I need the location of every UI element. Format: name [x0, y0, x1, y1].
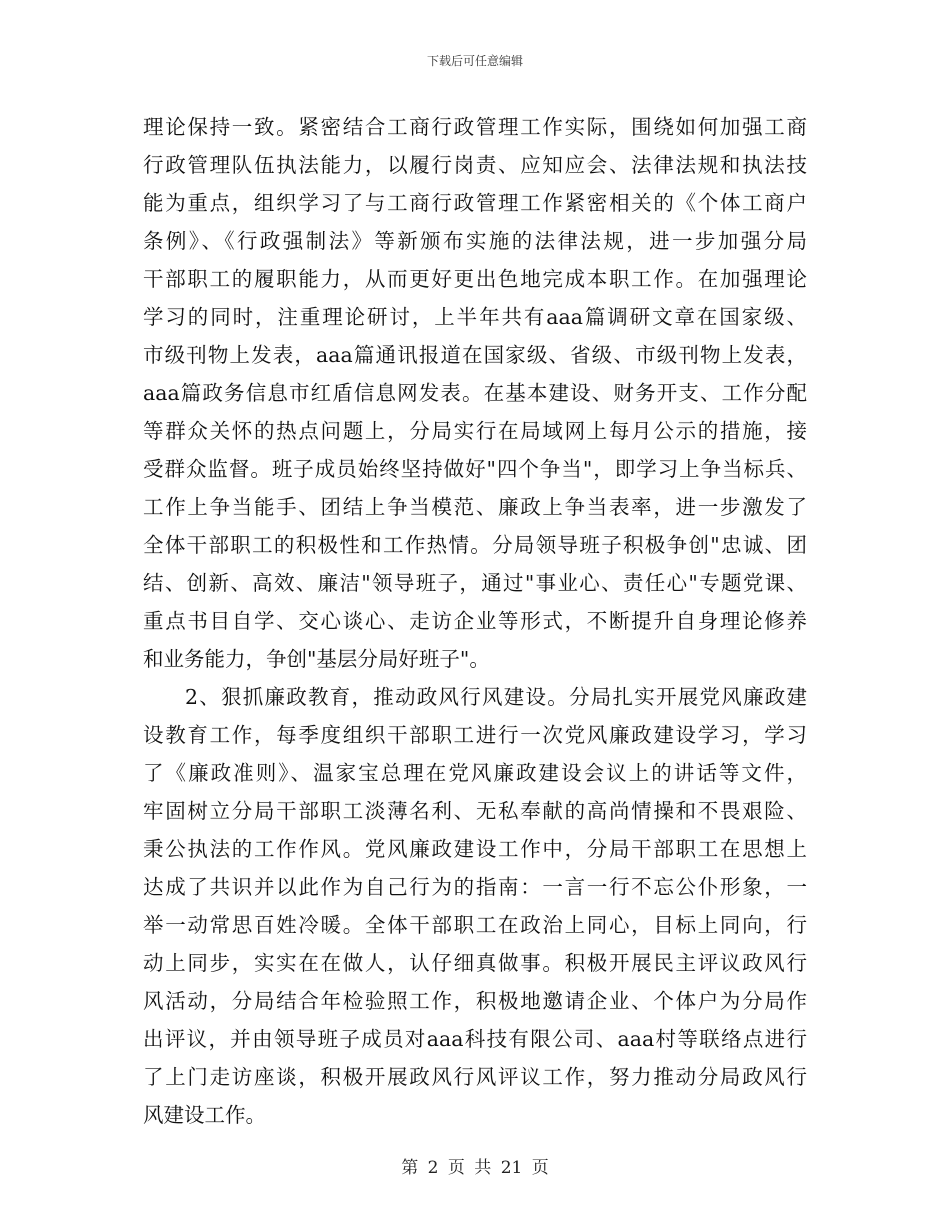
- text-line: 2、狠抓廉政教育，推动政风行风建设。分局扎实开展党风廉政建: [185, 685, 807, 709]
- text-line: 出评议，并由领导班子成员对aaa科技有限公司、aaa村等联络点进行: [143, 1027, 807, 1051]
- text-line: 风建设工作。: [143, 1103, 266, 1127]
- text-line: 风活动，分局结合年检验照工作，积极地邀请企业、个体户为分局作: [143, 989, 807, 1013]
- text-line: 举一动常思百姓冷暖。全体干部职工在政治上同心，目标上同向，行: [143, 913, 807, 937]
- text-line: 动上同步，实实在在做人，认仔细真做事。积极开展民主评议政风行: [143, 951, 807, 975]
- text-line: 了上门走访座谈，积极开展政风行风评议工作，努力推动分局政风行: [143, 1065, 807, 1089]
- text-line: 了《廉政准则》、温家宝总理在党风廉政建设会议上的讲话等文件，: [143, 761, 807, 785]
- text-line: 和业务能力，争创"基层分局好班子"。: [143, 647, 490, 671]
- text-line: 全体干部职工的积极性和工作热情。分局领导班子积极争创"忠诚、团: [143, 533, 807, 557]
- text-line: 结、创新、高效、廉洁"领导班子，通过"事业心、责任心"专题党课、: [143, 571, 807, 595]
- header-note: 下载后可任意编辑: [426, 54, 523, 68]
- text-line: 行政管理队伍执法能力，以履行岗责、应知应会、法律法规和执法技: [143, 153, 807, 177]
- text-line: 秉公执法的工作作风。党风廉政建设工作中，分局干部职工在思想上: [143, 837, 807, 861]
- text-line: 达成了共识并以此作为自己行为的指南：一言一行不忘公仆形象，一: [143, 875, 807, 899]
- text-line: 条例》、《行政强制法》等新颁布实施的法律法规，进一步加强分局: [143, 229, 807, 253]
- text-line: 理论保持一致。紧密结合工商行政管理工作实际，围绕如何加强工商: [143, 115, 807, 139]
- page-number-footer: 第 2 页 共 21 页: [401, 1158, 549, 1178]
- text-line: 设教育工作，每季度组织干部职工进行一次党风廉政建设学习，学习: [143, 723, 807, 747]
- text-line: 市级刊物上发表，aaa篇通讯报道在国家级、省级、市级刊物上发表，: [143, 343, 807, 367]
- text-line: 等群众关怀的热点问题上，分局实行在局域网上每月公示的措施，接: [143, 419, 807, 443]
- document-body: [143, 108, 807, 1134]
- text-line: 学习的同时，注重理论研讨，上半年共有aaa篇调研文章在国家级、: [143, 305, 807, 329]
- text-line: 干部职工的履职能力，从而更好更出色地完成本职工作。在加强理论: [143, 267, 807, 291]
- text-line: 重点书目自学、交心谈心、走访企业等形式，不断提升自身理论修养: [143, 609, 807, 633]
- text-line: 工作上争当能手、团结上争当模范、廉政上争当表率，进一步激发了: [143, 495, 807, 519]
- text-line: 受群众监督。班子成员始终坚持做好"四个争当"，即学习上争当标兵、: [143, 457, 807, 481]
- text-line: 能为重点，组织学习了与工商行政管理工作紧密相关的《个体工商户: [143, 191, 807, 215]
- text-line: 牢固树立分局干部职工淡薄名利、无私奉献的高尚情操和不畏艰险、: [143, 799, 807, 823]
- text-line: aaa篇政务信息市红盾信息网发表。在基本建设、财务开支、工作分配: [143, 381, 807, 405]
